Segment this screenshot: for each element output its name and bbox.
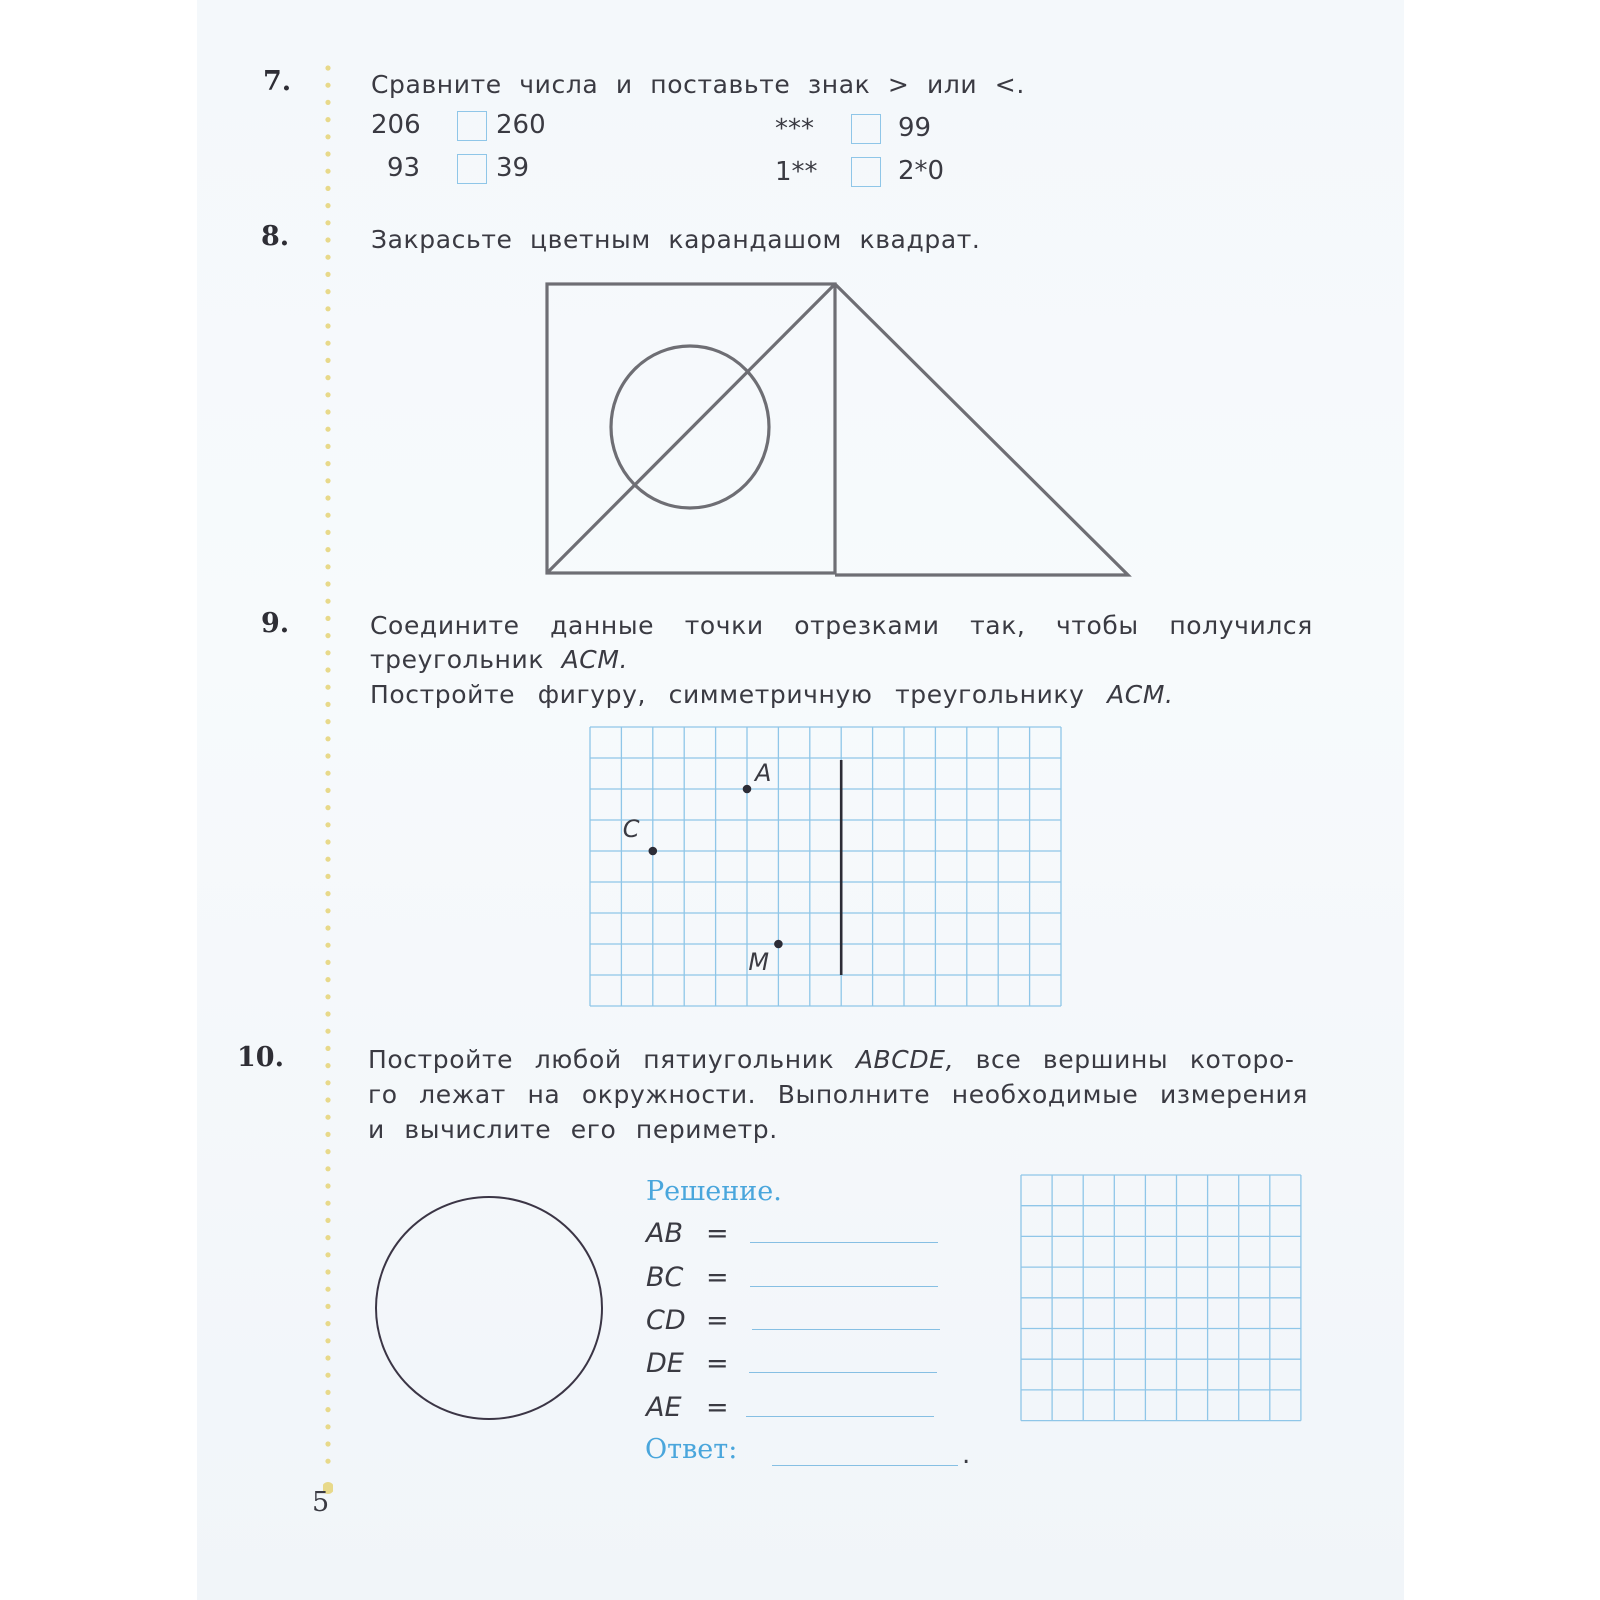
task7-pair2-left: 93 xyxy=(387,153,421,183)
task9-line3-italic: ACM. xyxy=(1107,680,1174,709)
measure-field-DE[interactable] xyxy=(749,1372,937,1373)
task8-number: 8. xyxy=(261,221,290,252)
margin-dot xyxy=(325,857,330,862)
margin-dot xyxy=(325,994,330,999)
task10-line1-text: Постройте любой пятиугольник xyxy=(368,1045,856,1074)
margin-dot xyxy=(325,1304,330,1309)
task10-line1-italic: ABCDE, xyxy=(855,1045,955,1074)
margin-dot xyxy=(325,1407,330,1412)
margin-dot xyxy=(325,1115,330,1120)
margin-dot xyxy=(325,839,330,844)
margin-dot xyxy=(325,1166,330,1171)
task9-number: 9. xyxy=(261,608,290,639)
task7-pair1-left: 206 xyxy=(371,110,421,140)
margin-dot xyxy=(325,1029,330,1034)
task7-pair1-right: 260 xyxy=(496,110,546,140)
task7-pair4-right: 2*0 xyxy=(898,156,945,186)
margin-dot xyxy=(325,753,330,758)
task9-line3 xyxy=(370,680,1174,709)
margin-dot xyxy=(325,633,330,638)
margin-dot xyxy=(325,1373,330,1378)
margin-dot xyxy=(325,1201,330,1206)
margin-dot xyxy=(325,822,330,827)
margin-dot xyxy=(325,1287,330,1292)
task8-triangle[interactable] xyxy=(835,284,1128,575)
margin-dot xyxy=(325,667,330,672)
measure-equals: = xyxy=(706,1218,729,1249)
margin-dot xyxy=(325,736,330,741)
margin-dot xyxy=(325,1097,330,1102)
task9-point-labels xyxy=(589,726,1063,1008)
measure-label-CD: CD xyxy=(646,1305,686,1336)
margin-dot xyxy=(325,616,330,621)
task9-line2-italic: ACM. xyxy=(561,645,629,674)
margin-dot xyxy=(325,1132,330,1137)
measure-label-AB: AB xyxy=(646,1218,683,1249)
task7-pair3-left: *** xyxy=(775,114,814,144)
point-label-M: M xyxy=(748,948,770,976)
margin-dot xyxy=(325,1338,330,1343)
task9-line2 xyxy=(370,645,628,674)
margin-dot xyxy=(325,891,330,896)
margin-dot xyxy=(325,960,330,965)
margin-dot xyxy=(325,1046,330,1051)
margin-dot xyxy=(325,1011,330,1016)
task10-answer-field[interactable] xyxy=(772,1465,958,1466)
task10-grid-lines xyxy=(1021,1175,1301,1421)
task10-number: 10. xyxy=(237,1042,284,1073)
margin-dot xyxy=(325,1355,330,1360)
margin-dot xyxy=(325,977,330,982)
margin-dot xyxy=(325,685,330,690)
task8-figure xyxy=(0,0,1600,600)
margin-dot xyxy=(325,650,330,655)
margin-dot xyxy=(325,1321,330,1326)
margin-dot xyxy=(325,771,330,776)
point-label-A: A xyxy=(755,759,772,787)
margin-dot xyxy=(325,1218,330,1223)
margin-dot xyxy=(325,925,330,930)
measure-field-AE[interactable] xyxy=(746,1416,934,1417)
margin-dot xyxy=(325,943,330,948)
margin-dot xyxy=(325,1235,330,1240)
measure-field-AB[interactable] xyxy=(750,1242,938,1243)
margin-dot xyxy=(325,1390,330,1395)
task10-answer-end: . xyxy=(962,1440,971,1470)
margin-dot xyxy=(325,1063,330,1068)
margin-dot xyxy=(325,788,330,793)
task9-line2-text: треугольник xyxy=(370,645,562,674)
task9-line1: Соедините данные точки отрезками так, чтобы получился xyxy=(370,611,1313,640)
task8-circle[interactable] xyxy=(611,346,769,508)
task7-number: 7. xyxy=(263,66,292,97)
measure-label-BC: BC xyxy=(646,1262,684,1293)
task10-solution-title: Решение. xyxy=(646,1176,782,1207)
margin-dot xyxy=(325,874,330,879)
margin-dot xyxy=(325,1269,330,1274)
task7-pair2-right: 39 xyxy=(496,153,530,183)
margin-dot xyxy=(325,702,330,707)
task10-line1 xyxy=(368,1045,1294,1074)
task7-instruction: Сравните числа и поставьте знак > или <. xyxy=(371,70,1025,99)
task10-line2: го лежат на окружности. Выполните необходимые измерения xyxy=(368,1080,1309,1109)
point-label-C: C xyxy=(622,815,640,843)
measure-equals: = xyxy=(706,1305,729,1336)
task8-diagonal xyxy=(547,284,835,573)
task7-pair3-right: 99 xyxy=(898,113,932,143)
margin-dot xyxy=(325,1149,330,1154)
task10-line3: и вычислите его периметр. xyxy=(368,1115,778,1144)
task8-instruction: Закрасьте цветным карандашом квадрат. xyxy=(371,225,981,254)
measure-label-DE: DE xyxy=(646,1348,684,1379)
margin-dot xyxy=(325,1183,330,1188)
page-number: 5 xyxy=(312,1487,330,1518)
margin-dot xyxy=(325,1424,330,1429)
margin-dot xyxy=(325,805,330,810)
task10-grid[interactable] xyxy=(1020,1174,1304,1424)
margin-dot xyxy=(325,1441,330,1446)
measure-field-CD[interactable] xyxy=(752,1329,940,1330)
measure-equals: = xyxy=(706,1392,729,1423)
measure-field-BC[interactable] xyxy=(750,1286,938,1287)
margin-dot xyxy=(325,908,330,913)
measure-equals: = xyxy=(706,1348,729,1379)
measure-equals: = xyxy=(706,1262,729,1293)
margin-dot xyxy=(325,1252,330,1257)
measure-label-AE: AE xyxy=(646,1392,682,1423)
margin-dot xyxy=(325,1459,330,1464)
task10-line1-suffix: все вершины которо- xyxy=(954,1045,1295,1074)
task10-circle[interactable] xyxy=(360,1180,610,1420)
task7-pair4-left: 1** xyxy=(775,157,818,187)
margin-dot xyxy=(325,719,330,724)
task10-answer-label: Ответ: xyxy=(645,1434,738,1465)
margin-dot xyxy=(325,1080,330,1085)
task9-line3-text: Постройте фигуру, симметричную треугольнику xyxy=(370,680,1108,709)
